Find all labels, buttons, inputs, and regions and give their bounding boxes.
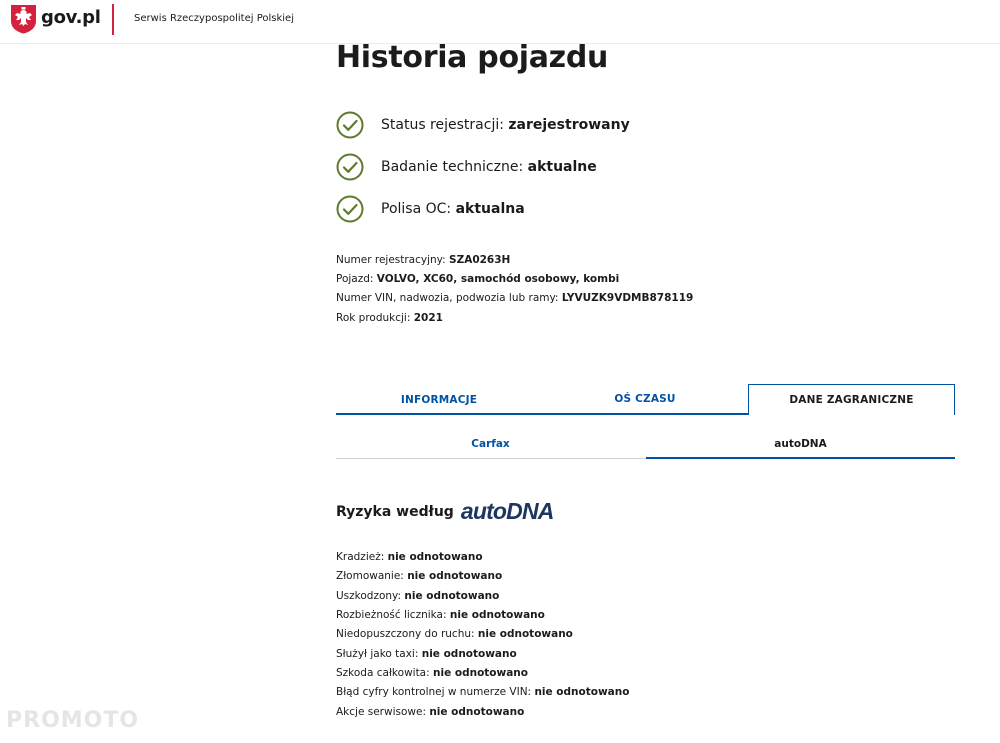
page-title: Historia pojazdu bbox=[336, 40, 609, 75]
status-row-registration bbox=[336, 111, 630, 139]
risk-item bbox=[336, 648, 517, 660]
risk-label: Służył jako taxi: bbox=[336, 648, 419, 660]
subtab-carfax[interactable]: Carfax bbox=[471, 438, 510, 450]
header-service-name: Serwis Rzeczypospolitej Polskiej bbox=[134, 13, 294, 24]
risk-item bbox=[336, 686, 629, 698]
risk-label: Uszkodzony: bbox=[336, 590, 402, 602]
status-value: zarejestrowany bbox=[508, 117, 630, 133]
risk-value: nie odnotowano bbox=[433, 667, 528, 679]
risk-item bbox=[336, 628, 573, 640]
vehicle-info-vin bbox=[336, 292, 693, 304]
risk-value: nie odnotowano bbox=[421, 648, 517, 660]
risks-heading-label: Ryzyka według bbox=[336, 503, 454, 520]
status-row-insurance bbox=[336, 195, 525, 223]
main-tabs bbox=[336, 384, 955, 415]
risk-label: Akcje serwisowe: bbox=[336, 706, 426, 718]
info-label: Rok produkcji: bbox=[336, 312, 411, 324]
risk-item bbox=[336, 706, 524, 718]
info-value: LYVUZK9VDMB878119 bbox=[561, 292, 694, 304]
info-value: 2021 bbox=[413, 312, 443, 324]
watermark: PROMOTO bbox=[6, 708, 140, 733]
vehicle-info-vehicle bbox=[336, 273, 619, 285]
status-value: aktualne bbox=[527, 159, 597, 175]
risk-value: nie odnotowano bbox=[477, 628, 573, 640]
risk-label: Złomowanie: bbox=[336, 570, 404, 582]
info-label: Numer rejestracyjny: bbox=[336, 254, 446, 266]
check-circle-icon bbox=[336, 153, 364, 181]
risk-item bbox=[336, 570, 502, 582]
tab-os-czasu[interactable]: OŚ CZASU bbox=[614, 392, 676, 405]
status-row-inspection bbox=[336, 153, 597, 181]
risk-item bbox=[336, 609, 545, 621]
sub-tabs bbox=[336, 430, 955, 459]
status-text bbox=[381, 159, 597, 175]
info-value: VOLVO, XC60, samochód osobowy, kombi bbox=[376, 273, 620, 285]
status-label: Polisa OC: bbox=[381, 201, 452, 217]
status-label: Status rejestracji: bbox=[381, 117, 504, 133]
autodna-logo: autoDNA bbox=[460, 498, 554, 524]
gov-logo-text[interactable]: gov.pl bbox=[41, 7, 101, 28]
risk-value: nie odnotowano bbox=[404, 590, 500, 602]
info-value: SZA0263H bbox=[449, 254, 511, 266]
risk-value: nie odnotowano bbox=[534, 686, 630, 698]
risk-value: nie odnotowano bbox=[429, 706, 525, 718]
check-circle-icon bbox=[336, 111, 364, 139]
site-header bbox=[0, 0, 1000, 44]
risk-label: Rozbieżność licznika: bbox=[336, 609, 447, 621]
risk-label: Szkoda całkowita: bbox=[336, 667, 430, 679]
risk-label: Kradzież: bbox=[336, 551, 385, 563]
risk-item bbox=[336, 590, 499, 602]
tab-informacje[interactable]: INFORMACJE bbox=[400, 393, 478, 406]
risk-item bbox=[336, 667, 528, 679]
status-label: Badanie techniczne: bbox=[381, 159, 524, 175]
risk-value: nie odnotowano bbox=[449, 609, 545, 621]
vehicle-info-year bbox=[336, 312, 443, 324]
subtab-autodna[interactable]: autoDNA bbox=[646, 430, 955, 459]
risk-value: nie odnotowano bbox=[387, 551, 483, 563]
risks-heading bbox=[336, 498, 554, 525]
tab-dane-zagraniczne[interactable]: DANE ZAGRANICZNE bbox=[748, 384, 955, 415]
info-label: Numer VIN, nadwozia, podwozia lub ramy: bbox=[336, 292, 559, 304]
risk-label: Błąd cyfry kontrolnej w numerze VIN: bbox=[336, 686, 532, 698]
header-divider bbox=[112, 4, 114, 35]
check-circle-icon bbox=[336, 195, 364, 223]
info-label: Pojazd: bbox=[336, 273, 374, 285]
risk-label: Niedopuszczony do ruchu: bbox=[336, 628, 475, 640]
status-value: aktualna bbox=[455, 201, 525, 217]
status-text bbox=[381, 117, 630, 133]
risk-value: nie odnotowano bbox=[407, 570, 503, 582]
status-text bbox=[381, 201, 525, 217]
polish-eagle-emblem-icon[interactable] bbox=[10, 4, 37, 34]
risk-item bbox=[336, 551, 483, 563]
vehicle-info-registration bbox=[336, 254, 510, 266]
